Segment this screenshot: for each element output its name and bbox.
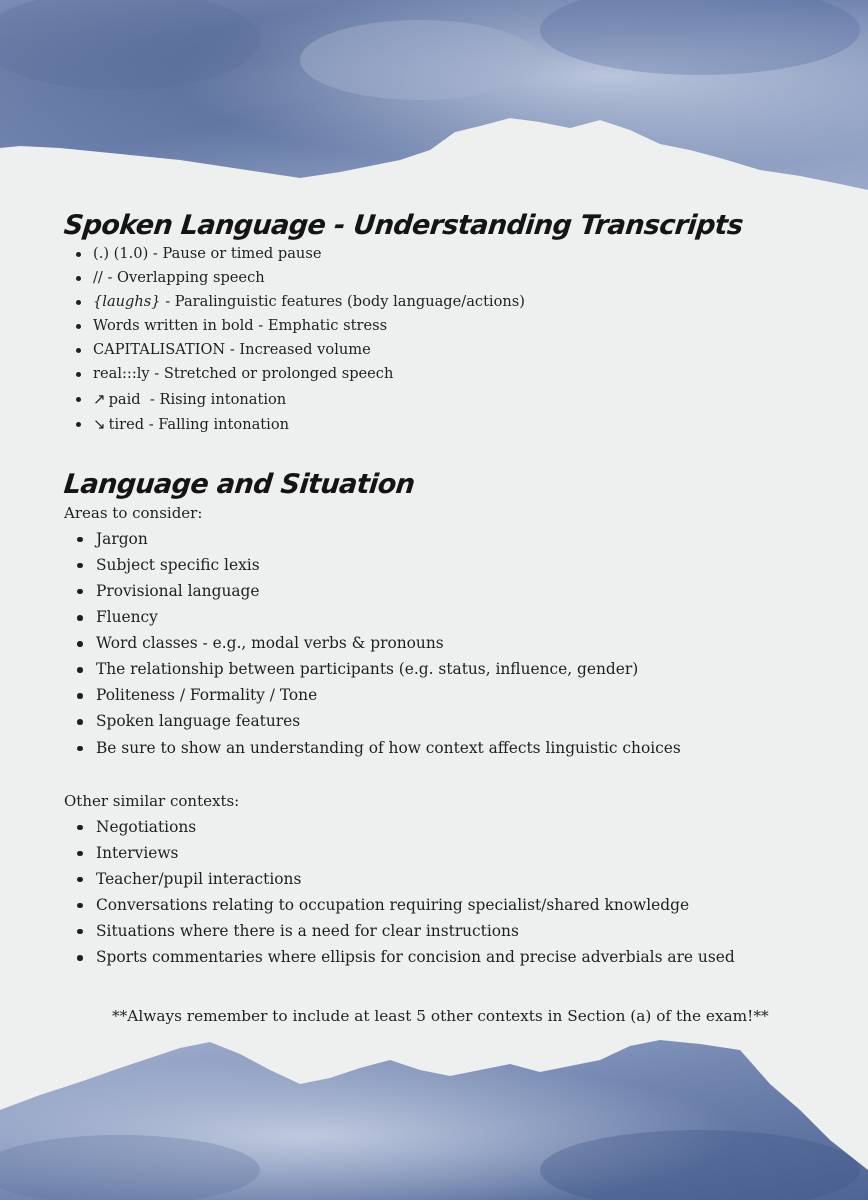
list-item: Politeness / Formality / Tone [64, 682, 824, 708]
list-item [64, 290, 824, 314]
areas-to-consider-list [64, 526, 824, 761]
section-title-transcripts: Spoken Language - Understanding Transcripts [62, 210, 745, 241]
list-item [64, 412, 824, 437]
list-item-text: real:::ly - Stretched or prolonged speech [93, 365, 394, 383]
list-item-text: CAPITALISATION - Increased volume [93, 341, 371, 359]
section-title-situation: Language and Situation [62, 468, 417, 500]
list-item-text: tired - Falling intonation [108, 415, 290, 433]
areas-lead-text: Areas to consider: [64, 503, 203, 522]
page-content [64, 210, 824, 970]
list-item [64, 266, 824, 290]
list-item-emphasis: {laughs} [93, 293, 161, 311]
other-contexts-list [64, 814, 824, 971]
other-contexts-lead-text: Other similar contexts: [64, 791, 240, 810]
list-item-text: - Paralinguistic features (body language/actions) [160, 293, 525, 311]
falling-arrow-icon: ↘ [93, 414, 106, 433]
list-item: Teacher/pupil interactions [64, 866, 824, 892]
list-item: Conversations relating to occupation requiring specialist/shared knowledge [64, 892, 824, 918]
list-item: Jargon [64, 526, 824, 552]
list-item [64, 338, 824, 362]
list-item: Negotiations [64, 814, 824, 840]
list-item-text: paid - Rising intonation [108, 390, 287, 408]
list-item [64, 362, 824, 386]
watercolor-top-decoration [0, 0, 868, 240]
list-item: Be sure to show an understanding of how context affects linguistic choices [64, 735, 824, 761]
list-item: Provisional language [64, 578, 824, 604]
transcript-symbols-list [64, 242, 824, 437]
list-item [64, 387, 824, 412]
list-item: Subject specific lexis [64, 552, 824, 578]
list-item: Word classes - e.g., modal verbs & pronouns [64, 630, 824, 656]
list-item [64, 314, 824, 338]
list-item-text: (.) (1.0) - Pause or timed pause [93, 245, 322, 262]
list-item: Interviews [64, 840, 824, 866]
list-item: The relationship between participants (e.g. status, influence, gender) [64, 656, 824, 682]
list-item: Sports commentaries where ellipsis for concision and precise adverbials are used [64, 944, 824, 970]
list-item: Situations where there is a need for clear instructions [64, 918, 824, 944]
exam-reminder-note: **Always remember to include at least 5 other contexts in Section (a) of the exam!** [112, 1007, 769, 1025]
rising-arrow-icon: ↗ [93, 389, 106, 408]
list-item: Spoken language features [64, 708, 824, 734]
watercolor-bottom-decoration [0, 1020, 868, 1200]
list-item: Fluency [64, 604, 824, 630]
list-item-text: // - Overlapping speech [93, 269, 265, 287]
list-item-text: Words written in bold - Emphatic stress [93, 317, 388, 335]
list-item [64, 242, 824, 266]
